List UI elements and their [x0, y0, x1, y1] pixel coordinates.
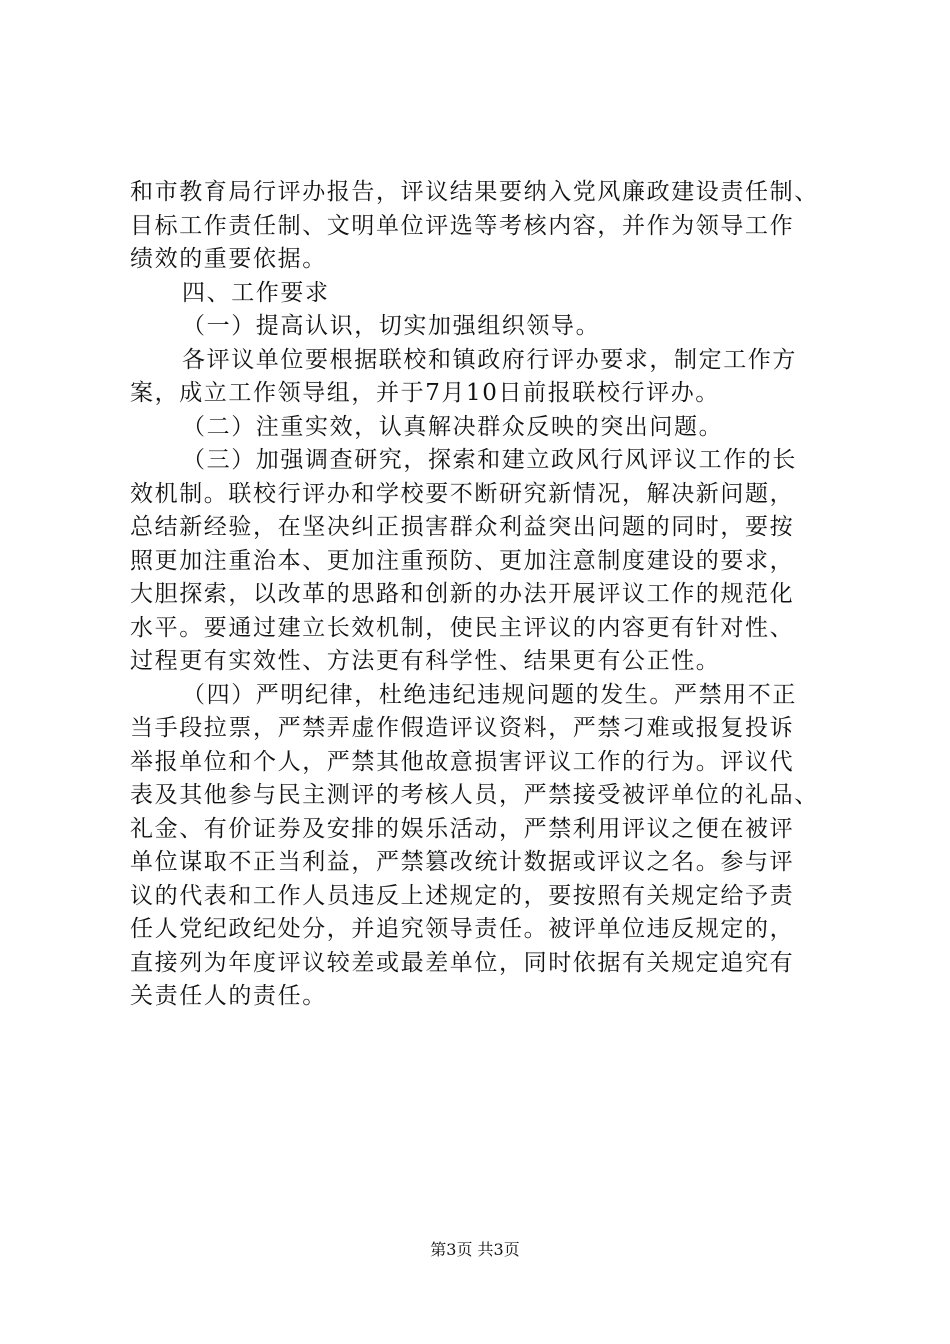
text-line: 任人党纪政纪处分，并追究领导责任。被评单位违反规定的，	[130, 916, 795, 942]
text-line: 议的代表和工作人员违反上述规定的，要按照有关规定给予责	[130, 882, 795, 909]
document-body	[130, 176, 830, 1014]
text-line: 当手段拉票，严禁弄虚作假造评议资料，严禁刁难或报复投诉	[130, 715, 795, 741]
text-line: 礼金、有价证券及安排的娱乐活动，严禁利用评议之便在被评	[130, 815, 795, 842]
text-line: 效机制。联校行评办和学校要不断研究新情况，解决新问题，	[130, 480, 795, 507]
text-line: 过程更有实效性、方法更有科学性、结果更有公正性。	[130, 648, 721, 674]
text-line: 大胆探索，以改革的思路和创新的办法开展评议工作的规范化	[130, 581, 795, 607]
subsection-heading: （二）注重实效，认真解决群众反映的突出问题。	[182, 413, 724, 440]
text-line: 案，成立工作领导组，并于7月10日前报联校行评办。	[130, 380, 720, 406]
text-line: 关责任人的责任。	[130, 983, 327, 1009]
text-line: 水平。要通过建立长效机制，使民主评议的内容更有针对性、	[130, 614, 795, 641]
text-line: （三）加强调查研究，探索和建立政风行风评议工作的长	[182, 447, 797, 473]
text-line: 和市教育局行评办报告，评议结果要纳入党风廉政建设责任制、	[130, 179, 819, 205]
text-line: 表及其他参与民主测评的考核人员，严禁接受被评单位的礼品、	[130, 782, 819, 808]
text-line: 直接列为年度评议较差或最差单位，同时依据有关规定追究有	[130, 949, 795, 976]
text-line: 照更加注重治本、更加注重预防、更加注意制度建设的要求，	[130, 547, 795, 574]
text-line: 绩效的重要依据。	[130, 246, 327, 272]
section-heading: 四、工作要求	[182, 279, 330, 306]
text-line: 单位谋取不正当利益，严禁篡改统计数据或评议之名。参与评	[130, 849, 795, 875]
text-line: 各评议单位要根据联校和镇政府行评办要求，制定工作方	[182, 346, 797, 373]
page-number-footer: 第3页 共3页	[430, 1240, 520, 1259]
text-line: 目标工作责任制、文明单位评选等考核内容，并作为领导工作	[130, 212, 795, 239]
text-line: 举报单位和个人，严禁其他故意损害评议工作的行为。评议代	[130, 748, 795, 775]
text-line: （四）严明纪律，杜绝违纪违规问题的发生。严禁用不正	[182, 681, 797, 708]
subsection-heading: （一）提高认识，切实加强组织领导。	[182, 313, 601, 339]
text-line: 总结新经验，在坚决纠正损害群众利益突出问题的同时，要按	[130, 514, 795, 540]
